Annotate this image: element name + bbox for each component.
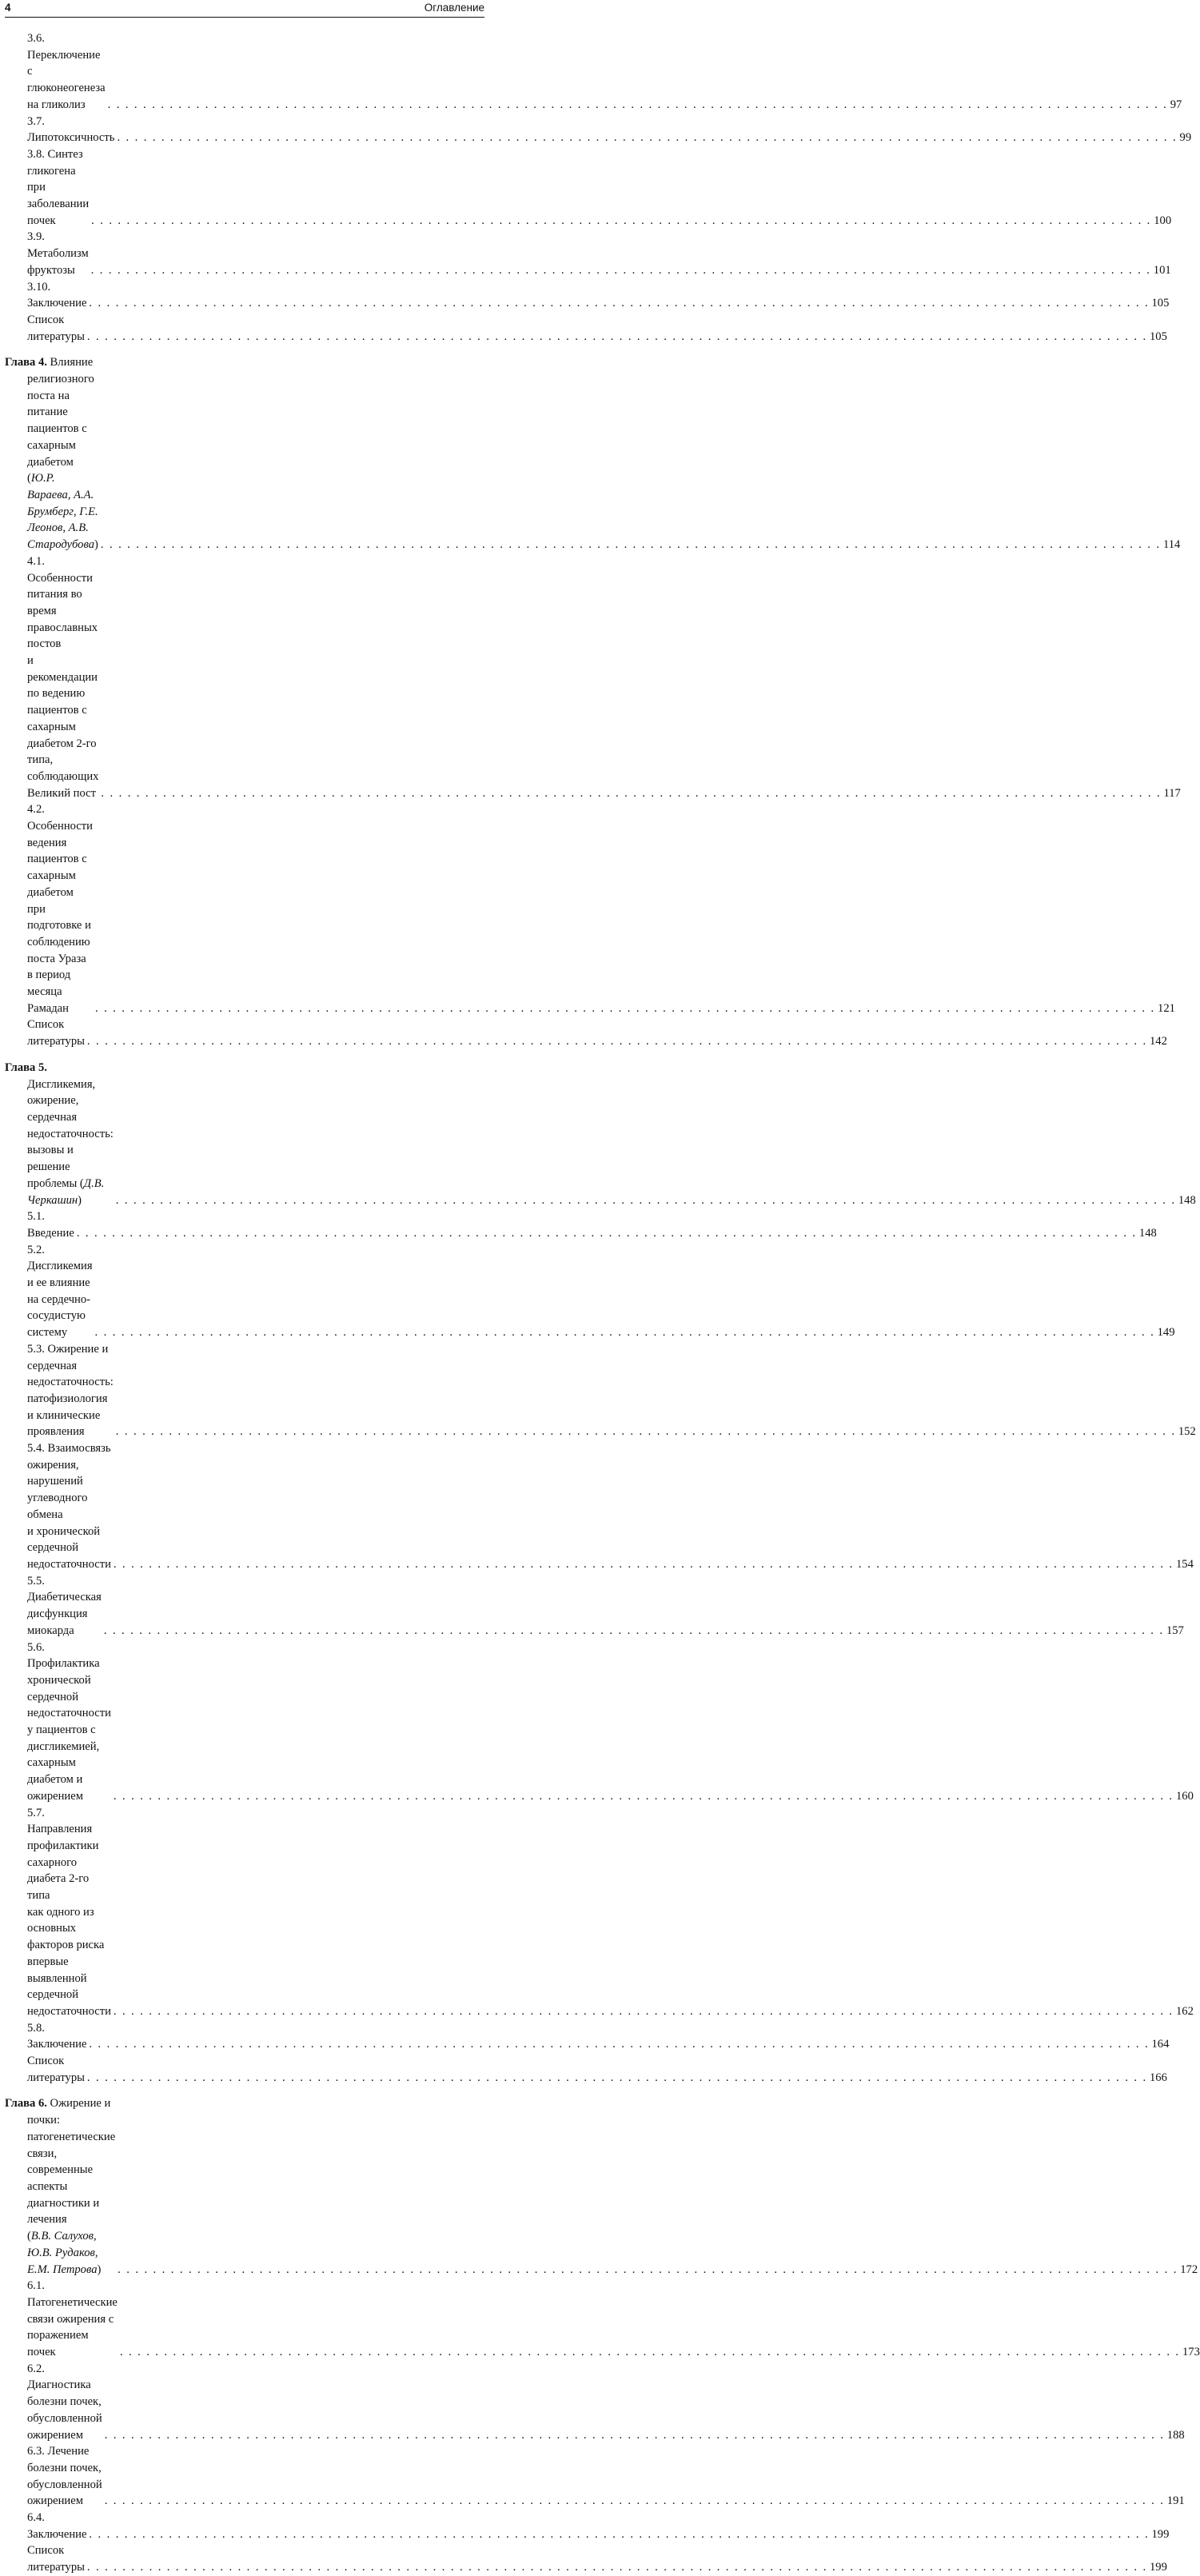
- toc-entry-title: 6.4. Заключение: [27, 2511, 87, 2541]
- toc-entry-title: 3.9. Метаболизм фруктозы: [27, 230, 89, 277]
- dot-leader: . . . . . . . . . . . . . . . . . . . . . . . . . . . . . . . . . . . . . . . . . . . . . . . . . . . . . . . . . . . . . . . . . . . . . . . . . . . . . . . . . . . . . . . . . . . . . . . . . . . . . . . . . . . . . . . . . . . . . . . .: [103, 1623, 1164, 1637]
- header-rule: [5, 17, 484, 18]
- toc-entry-title: 4.2. Особенности ведения пациентов с сахарным диабетом при подготовке и соблюдению поста Ураза в период месяца Рамадан: [27, 803, 93, 1015]
- dot-leader: . . . . . . . . . . . . . . . . . . . . . . . . . . . . . . . . . . . . . . . . . . . . . . . . . . . . . . . . . . . . . . . . . . . . . . . . . . . . . . . . . . . . . . . . . . . . . . . . . . . . . . . . . . . . . . . . . . . . . . . .: [86, 329, 1147, 343]
- chapter-title-end: ): [94, 538, 98, 552]
- toc-entry-title: 4.1. Особенности питания во время православных постов и рекомендации по ведению пациентов с сахарным диабетом 2-го типа, соблюдающих Великий пост: [27, 554, 99, 800]
- chapter-authors: В.В. Салухов, Ю.В. Рудаков, Е.М. Петрова: [27, 2230, 98, 2276]
- section-gap: [5, 2086, 484, 2095]
- toc-entry-title: [5, 354, 98, 553]
- toc-entry-title: 5.5. Диабетическая дисфункция миокарда: [27, 1574, 102, 1637]
- dot-leader: . . . . . . . . . . . . . . . . . . . . . . . . . . . . . . . . . . . . . . . . . . . . . . . . . . . . . . . . . . . . . . . . . . . . . . . . . . . . . . . . . . . . . . . . . . . . . . . . . . . . . . . . . . . . . . . . . . . . . . . .: [104, 2494, 1165, 2508]
- chapter-title: Ожирение и почки: патогенетические связи, современные аспекты диагностики и лечения (: [27, 2097, 116, 2243]
- toc-page-number: 164: [1151, 2038, 1170, 2051]
- toc-page-number: 154: [1175, 1557, 1194, 1571]
- dot-leader: . . . . . . . . . . . . . . . . . . . . . . . . . . . . . . . . . . . . . . . . . . . . . . . . . . . . . . . . . . . . . . . . . . . . . . . . . . . . . . . . . . . . . . . . . . . . . . . . . . . . . . . . . . . . . . . . . . . . . . . .: [101, 786, 1162, 800]
- toc-page-number: 117: [1163, 786, 1181, 800]
- dot-leader: . . . . . . . . . . . . . . . . . . . . . . . . . . . . . . . . . . . . . . . . . . . . . . . . . . . . . . . . . . . . . . . . . . . . . . . . . . . . . . . . . . . . . . . . . . . . . . . . . . . . . . . . . . . . . . . . . . . . . . . .: [89, 297, 1150, 310]
- toc-page-number: 173: [1182, 2346, 1200, 2359]
- dot-leader: . . . . . . . . . . . . . . . . . . . . . . . . . . . . . . . . . . . . . . . . . . . . . . . . . . . . . . . . . . . . . . . . . . . . . . . . . . . . . . . . . . . . . . . . . . . . . . . . . . . . . . . . . . . . . . . . . . . . . . . .: [100, 538, 1161, 552]
- toc-page-number: 188: [1166, 2428, 1185, 2442]
- toc-entry[interactable]: [5, 553, 1181, 802]
- toc-entry-title: 6.1. Патогенетические связи ожирения с поражением почек: [27, 2279, 118, 2359]
- toc-page-number: 157: [1166, 1623, 1184, 1637]
- toc-entry-title: 3.10. Заключение: [27, 280, 87, 310]
- section-gap: [5, 345, 484, 354]
- toc-page-number: 172: [1180, 2262, 1198, 2276]
- chapter-label: Глава 6.: [5, 2097, 47, 2111]
- toc-entry-title: 6.2. Диагностика болезни почек, обусловленной ожирением: [27, 2362, 102, 2442]
- dot-leader: . . . . . . . . . . . . . . . . . . . . . . . . . . . . . . . . . . . . . . . . . . . . . . . . . . . . . . . . . . . . . . . . . . . . . . . . . . . . . . . . . . . . . . . . . . . . . . . . . . . . . . . . . . . . . . . . . . . . . . . .: [89, 2527, 1150, 2541]
- toc-entry[interactable]: [5, 2020, 1170, 2053]
- dot-leader: . . . . . . . . . . . . . . . . . . . . . . . . . . . . . . . . . . . . . . . . . . . . . . . . . . . . . . . . . . . . . . . . . . . . . . . . . . . . . . . . . . . . . . . . . . . . . . . . . . . . . . . . . . . . . . . . . . . . . . . .: [113, 1557, 1174, 1571]
- toc-entry-title: 5.8. Заключение: [27, 2021, 87, 2051]
- dot-leader: . . . . . . . . . . . . . . . . . . . . . . . . . . . . . . . . . . . . . . . . . . . . . . . . . . . . . . . . . . . . . . . . . . . . . . . . . . . . . . . . . . . . . . . . . . . . . . . . . . . . . . . . . . . . . . . . . . . . . . . .: [113, 2004, 1174, 2018]
- dot-leader: . . . . . . . . . . . . . . . . . . . . . . . . . . . . . . . . . . . . . . . . . . . . . . . . . . . . . . . . . . . . . . . . . . . . . . . . . . . . . . . . . . . . . . . . . . . . . . . . . . . . . . . . . . . . . . . . . . . . . . . .: [119, 2346, 1180, 2359]
- toc-entry-title: Список литературы: [27, 2544, 85, 2574]
- chapter-title: Дисгликемия, ожирение, сердечная недостаточность: вызовы и решение проблемы (: [27, 1077, 114, 1190]
- dot-leader: . . . . . . . . . . . . . . . . . . . . . . . . . . . . . . . . . . . . . . . . . . . . . . . . . . . . . . . . . . . . . . . . . . . . . . . . . . . . . . . . . . . . . . . . . . . . . . . . . . . . . . . . . . . . . . . . . . . . . . . .: [115, 1425, 1176, 1439]
- toc-entry-title: 5.2. Дисгликемия и ее влияние на сердечно-сосудистую систему: [27, 1243, 93, 1340]
- toc-page-number: 152: [1178, 1425, 1196, 1439]
- running-title: Оглавление: [424, 2, 484, 14]
- chapter-authors: Ю.Р. Вараева, А.А. Брумберг, Г.Е. Леонов, А.В. Стародубова: [27, 472, 98, 552]
- dot-leader: . . . . . . . . . . . . . . . . . . . . . . . . . . . . . . . . . . . . . . . . . . . . . . . . . . . . . . . . . . . . . . . . . . . . . . . . . . . . . . . . . . . . . . . . . . . . . . . . . . . . . . . . . . . . . . . . . . . . . . . .: [104, 2428, 1165, 2442]
- toc-entry[interactable]: [5, 1208, 1157, 1241]
- toc-entry[interactable]: [5, 114, 1192, 146]
- toc-entry[interactable]: [5, 1242, 1175, 1341]
- toc-page-number: 191: [1166, 2494, 1185, 2508]
- chapter-authors: Д.В. Черкашин: [27, 1176, 105, 1207]
- dot-leader: . . . . . . . . . . . . . . . . . . . . . . . . . . . . . . . . . . . . . . . . . . . . . . . . . . . . . . . . . . . . . . . . . . . . . . . . . . . . . . . . . . . . . . . . . . . . . . . . . . . . . . . . . . . . . . . . . . . . . . . .: [86, 2071, 1147, 2084]
- toc-entry-title: 5.3. Ожирение и сердечная недостаточность: патофизиология и клинические проявления: [27, 1342, 114, 1439]
- toc-entry[interactable]: [5, 2053, 1167, 2086]
- toc-entry[interactable]: [5, 1341, 1196, 1440]
- toc-entry-title: 3.8. Синтез гликогена при заболевании почек: [27, 147, 90, 227]
- toc-entry-title: [5, 1060, 114, 1208]
- toc-chapter-entry[interactable]: [5, 1060, 1196, 1208]
- toc-page-number: 121: [1158, 1001, 1175, 1015]
- running-header: [5, 0, 484, 16]
- chapter-title-end: ): [97, 2262, 102, 2276]
- toc-page-number: 149: [1157, 1326, 1175, 1340]
- table-of-contents: [5, 30, 1200, 2576]
- chapter-title: Влияние религиозного поста на питание пациентов с сахарным диабетом (: [27, 356, 94, 485]
- toc-entry[interactable]: [5, 279, 1170, 312]
- toc-entry[interactable]: [5, 146, 1172, 230]
- toc-entry-title: [5, 2095, 115, 2278]
- dot-leader: . . . . . . . . . . . . . . . . . . . . . . . . . . . . . . . . . . . . . . . . . . . . . . . . . . . . . . . . . . . . . . . . . . . . . . . . . . . . . . . . . . . . . . . . . . . . . . . . . . . . . . . . . . . . . . . . . . . . . . . .: [90, 263, 1151, 277]
- toc-entry-title: 3.7. Липотоксичность: [27, 114, 115, 145]
- dot-leader: . . . . . . . . . . . . . . . . . . . . . . . . . . . . . . . . . . . . . . . . . . . . . . . . . . . . . . . . . . . . . . . . . . . . . . . . . . . . . . . . . . . . . . . . . . . . . . . . . . . . . . . . . . . . . . . . . . . . . . . .: [86, 2561, 1147, 2574]
- toc-page-number: 100: [1154, 214, 1172, 227]
- toc-page-number: 101: [1153, 263, 1171, 277]
- page-number: 4: [5, 2, 11, 14]
- toc-entry-title: 5.6. Профилактика хронической сердечной недостаточности у пациентов с дисгликемией, сахарным диабетом и ожирением: [27, 1640, 111, 1803]
- toc-entry-title: 5.1. Введение: [27, 1210, 74, 1240]
- toc-entry-title: Список литературы: [27, 1018, 85, 1048]
- toc-entry-title: Список литературы: [27, 2055, 85, 2084]
- chapter-label: Глава 5.: [5, 1060, 47, 1074]
- toc-entry-title: 5.7. Направления профилактики сахарного диабета 2-го типа как одного из основных факторов риска впервые выявленной сердечной недостаточности: [27, 1806, 111, 2018]
- toc-entry[interactable]: [5, 312, 1167, 345]
- toc-chapter-entry[interactable]: [5, 354, 1181, 553]
- dot-leader: . . . . . . . . . . . . . . . . . . . . . . . . . . . . . . . . . . . . . . . . . . . . . . . . . . . . . . . . . . . . . . . . . . . . . . . . . . . . . . . . . . . . . . . . . . . . . . . . . . . . . . . . . . . . . . . . . . . . . . . .: [94, 1326, 1155, 1340]
- toc-entry-title: Список литературы: [27, 313, 85, 343]
- toc-entry[interactable]: [5, 1639, 1194, 1805]
- chapter-title-end: ): [78, 1193, 82, 1207]
- toc-page-number: 160: [1175, 1789, 1194, 1803]
- toc-entry[interactable]: [5, 30, 1182, 114]
- dot-leader: . . . . . . . . . . . . . . . . . . . . . . . . . . . . . . . . . . . . . . . . . . . . . . . . . . . . . . . . . . . . . . . . . . . . . . . . . . . . . . . . . . . . . . . . . . . . . . . . . . . . . . . . . . . . . . . . . . . . . . . .: [86, 1035, 1147, 1048]
- dot-leader: . . . . . . . . . . . . . . . . . . . . . . . . . . . . . . . . . . . . . . . . . . . . . . . . . . . . . . . . . . . . . . . . . . . . . . . . . . . . . . . . . . . . . . . . . . . . . . . . . . . . . . . . . . . . . . . . . . . . . . . .: [89, 2038, 1150, 2051]
- toc-chapter-entry[interactable]: [5, 2095, 1198, 2278]
- dot-leader: . . . . . . . . . . . . . . . . . . . . . . . . . . . . . . . . . . . . . . . . . . . . . . . . . . . . . . . . . . . . . . . . . . . . . . . . . . . . . . . . . . . . . . . . . . . . . . . . . . . . . . . . . . . . . . . . . . . . . . . .: [117, 131, 1178, 145]
- dot-leader: . . . . . . . . . . . . . . . . . . . . . . . . . . . . . . . . . . . . . . . . . . . . . . . . . . . . . . . . . . . . . . . . . . . . . . . . . . . . . . . . . . . . . . . . . . . . . . . . . . . . . . . . . . . . . . . . . . . . . . . .: [118, 2262, 1178, 2276]
- toc-page-number: 148: [1138, 1226, 1157, 1240]
- toc-entry-title: 5.4. Взаимосвязь ожирения, нарушений углеводного обмена и хронической сердечной недостаточности: [27, 1442, 111, 1571]
- toc-entry[interactable]: [5, 229, 1171, 278]
- toc-entry[interactable]: [5, 2361, 1185, 2444]
- toc-entry-title: 6.3. Лечение болезни почек, обусловленной ожирением: [27, 2445, 102, 2508]
- toc-page-number: 162: [1175, 2004, 1194, 2018]
- toc-page-number: 105: [1151, 297, 1170, 310]
- toc-entry[interactable]: [5, 1440, 1194, 1573]
- toc-page-number: 97: [1170, 98, 1182, 111]
- toc-entry[interactable]: [5, 801, 1175, 1016]
- toc-page-number: 105: [1150, 329, 1167, 343]
- toc-entry[interactable]: [5, 1805, 1194, 2020]
- dot-leader: . . . . . . . . . . . . . . . . . . . . . . . . . . . . . . . . . . . . . . . . . . . . . . . . . . . . . . . . . . . . . . . . . . . . . . . . . . . . . . . . . . . . . . . . . . . . . . . . . . . . . . . . . . . . . . . . . . . . . . . .: [115, 1193, 1176, 1207]
- toc-page-number: 114: [1162, 538, 1181, 552]
- toc-entry[interactable]: [5, 1016, 1167, 1049]
- toc-page-number: 142: [1150, 1035, 1167, 1048]
- toc-entry[interactable]: [5, 1573, 1184, 1639]
- dot-leader: . . . . . . . . . . . . . . . . . . . . . . . . . . . . . . . . . . . . . . . . . . . . . . . . . . . . . . . . . . . . . . . . . . . . . . . . . . . . . . . . . . . . . . . . . . . . . . . . . . . . . . . . . . . . . . . . . . . . . . . .: [94, 1001, 1156, 1015]
- toc-page-number: 199: [1150, 2561, 1167, 2574]
- dot-leader: . . . . . . . . . . . . . . . . . . . . . . . . . . . . . . . . . . . . . . . . . . . . . . . . . . . . . . . . . . . . . . . . . . . . . . . . . . . . . . . . . . . . . . . . . . . . . . . . . . . . . . . . . . . . . . . . . . . . . . . .: [113, 1789, 1174, 1803]
- toc-entry[interactable]: [5, 2510, 1170, 2542]
- toc-page-number: 99: [1179, 131, 1192, 145]
- toc-page-number: 166: [1150, 2071, 1167, 2084]
- toc-page-number: 148: [1178, 1193, 1196, 1207]
- toc-page-number: 199: [1151, 2527, 1170, 2541]
- dot-leader: . . . . . . . . . . . . . . . . . . . . . . . . . . . . . . . . . . . . . . . . . . . . . . . . . . . . . . . . . . . . . . . . . . . . . . . . . . . . . . . . . . . . . . . . . . . . . . . . . . . . . . . . . . . . . . . . . . . . . . . .: [76, 1226, 1137, 1240]
- dot-leader: . . . . . . . . . . . . . . . . . . . . . . . . . . . . . . . . . . . . . . . . . . . . . . . . . . . . . . . . . . . . . . . . . . . . . . . . . . . . . . . . . . . . . . . . . . . . . . . . . . . . . . . . . . . . . . . . . . . . . . . .: [91, 214, 1152, 227]
- section-gap: [5, 1050, 484, 1060]
- toc-entry[interactable]: [5, 2443, 1185, 2510]
- toc-entry[interactable]: [5, 2542, 1167, 2575]
- toc-entry[interactable]: [5, 2278, 1200, 2361]
- chapter-label: Глава 4.: [5, 356, 47, 369]
- toc-entry-title: 3.6. Переключение с глюконеогенеза на гликолиз: [27, 32, 106, 111]
- dot-leader: . . . . . . . . . . . . . . . . . . . . . . . . . . . . . . . . . . . . . . . . . . . . . . . . . . . . . . . . . . . . . . . . . . . . . . . . . . . . . . . . . . . . . . . . . . . . . . . . . . . . . . . . . . . . . . . . . . . . . . . .: [107, 98, 1168, 111]
